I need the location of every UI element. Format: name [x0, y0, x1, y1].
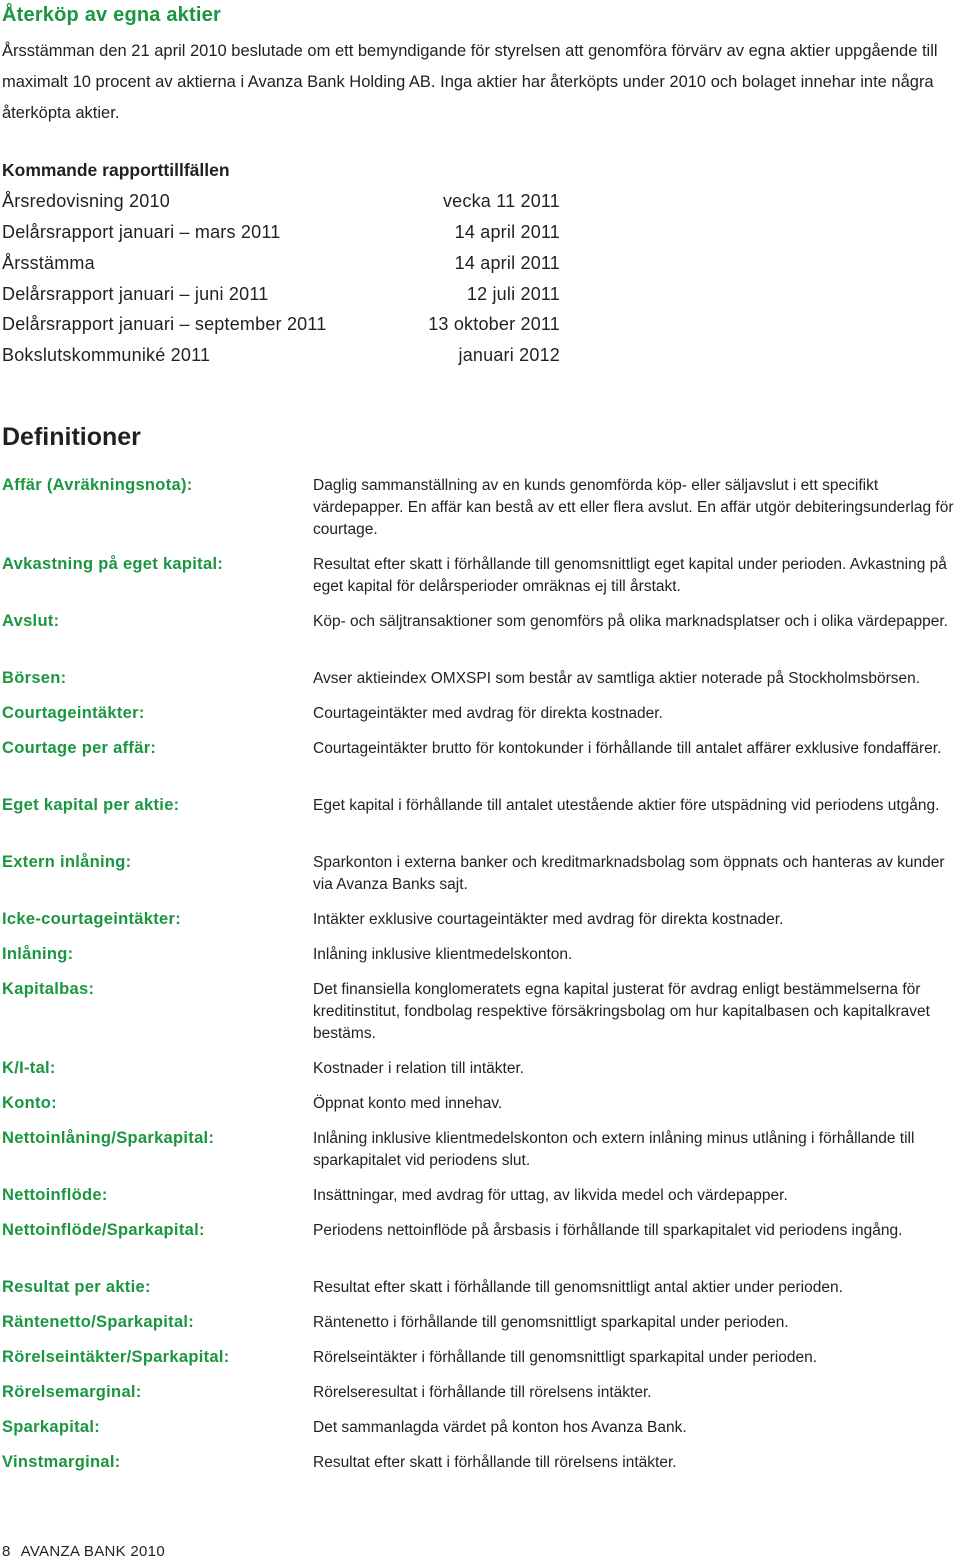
definition-text: Daglig sammanställning av en kunds genomförda köp- eller säljavslut i ett specifikt värdepapper. En affär kan bestå av ett eller flera avslut. En affär utgör debiteringsunderlag för courtage.	[313, 477, 954, 538]
report-row	[2, 345, 560, 376]
report-row	[2, 222, 560, 253]
definition-text: Courtageintäkter med avdrag för direkta kostnader.	[313, 705, 663, 722]
definition-text: Rörelseintäkter i förhållande till genomsnittligt sparkapital under perioden.	[313, 1349, 818, 1366]
definition-text: Inlåning inklusive klientmedelskonton.	[313, 946, 573, 963]
definition-text: Sparkonton i externa banker och kreditmarknadsbolag som öppnats och hanteras av kunder via Avanza Banks sajt.	[313, 854, 945, 893]
definition-text: Det finansiella konglomeratets egna kapital justerat för avdrag enligt bestämmelserna för kreditinstitut, fondbolag respektive försäkringsbolag om hur kapitalbasen och kapitalkravet bestäms.	[313, 981, 930, 1042]
report-label: Delårsrapport januari – september 2011	[2, 314, 327, 334]
definition-text: Periodens nettoinflöde på årsbasis i förhållande till sparkapitalet vid periodens ingång.	[313, 1222, 903, 1239]
report-label: Bokslutskommuniké 2011	[2, 345, 211, 365]
definition-term: Affär (Avräkningsnota):	[2, 476, 193, 494]
definition-term: Courtage per affär:	[2, 739, 157, 757]
definition-text: Resultat efter skatt i förhållande till genomsnittligt antal aktier under perioden.	[313, 1279, 843, 1296]
definition-term: Räntenetto/Sparkapital:	[2, 1313, 195, 1331]
buyback-paragraph: Årsstämman den 21 april 2010 beslutade om ett bemyndigande för styrelsen att genomföra förvärv av egna aktier uppgående till maximalt 10 procent av aktierna i Avanza Bank Holding AB. Inga aktier har återköpts under 2010 och bolaget innehar inte några återköpta aktier.	[2, 42, 938, 122]
definition-text: Öppnat konto med innehav.	[313, 1095, 503, 1112]
report-date: 14 april 2011	[454, 222, 560, 242]
definition-text: Inlåning inklusive klientmedelskonton och extern inlåning minus utlåning i förhållande till sparkapitalet vid periodens slut.	[313, 1130, 915, 1169]
report-label: Årsredovisning 2010	[2, 191, 170, 211]
reports-heading: Kommande rapporttillfällen	[2, 160, 230, 180]
definition-text: Intäkter exklusive courtageintäkter med avdrag för direkta kostnader.	[313, 911, 784, 928]
definition-term: Inlåning:	[2, 945, 74, 963]
definition-text: Räntenetto i förhållande till genomsnittligt sparkapital under perioden.	[313, 1314, 789, 1331]
definition-text: Insättningar, med avdrag för uttag, av likvida medel och värdepapper.	[313, 1187, 788, 1204]
report-date: vecka 11 2011	[442, 191, 560, 211]
definition-term: Nettoinflöde/Sparkapital:	[2, 1221, 205, 1239]
definition-term: Rörelsemarginal:	[2, 1383, 142, 1401]
report-row	[2, 191, 560, 222]
definition-text: Avser aktieindex OMXSPI som består av samtliga aktier noterade på Stockholmsbörsen.	[313, 670, 921, 687]
definition-term: K/I-tal:	[2, 1059, 56, 1077]
definition-term: Icke-courtageintäkter:	[2, 910, 181, 928]
page-number: 8	[2, 1543, 11, 1560]
report-label: Årsstämma	[2, 253, 95, 273]
definition-term: Resultat per aktie:	[2, 1278, 151, 1296]
report-date: 13 oktober 2011	[428, 314, 560, 334]
report-date: januari 2012	[458, 345, 560, 365]
definition-term: Nettoinflöde:	[2, 1186, 108, 1204]
report-row	[2, 253, 560, 284]
definition-term: Courtageintäkter:	[2, 704, 145, 722]
definition-term: Nettoinlåning/Sparkapital:	[2, 1129, 215, 1147]
publication-name: AVANZA BANK 2010	[20, 1543, 165, 1560]
definition-term: Avkastning på eget kapital:	[2, 555, 224, 573]
definition-text: Rörelseresultat i förhållande till rörelsens intäkter.	[313, 1384, 652, 1401]
definition-text: Resultat efter skatt i förhållande till genomsnittligt eget kapital under perioden. Avkastning på eget kapital för delårsperioder omräknas ej till årstakt.	[313, 556, 947, 595]
definition-text: Kostnader i relation till intäkter.	[313, 1060, 525, 1077]
report-row	[2, 284, 560, 315]
definition-text: Köp- och säljtransaktioner som genomförs på olika marknadsplatser och i olika värdepapper.	[313, 613, 948, 630]
definition-term: Eget kapital per aktie:	[2, 796, 180, 814]
definition-term: Börsen:	[2, 669, 67, 687]
definition-term: Rörelseintäkter/Sparkapital:	[2, 1348, 230, 1366]
buyback-heading: Återköp av egna aktier	[2, 4, 221, 26]
report-row	[2, 314, 560, 345]
definition-text: Resultat efter skatt i förhållande till rörelsens intäkter.	[313, 1454, 677, 1471]
definition-term: Sparkapital:	[2, 1418, 101, 1436]
report-label: Delårsrapport januari – mars 2011	[2, 222, 281, 242]
report-date: 14 april 2011	[454, 253, 560, 273]
definitions-heading: Definitioner	[2, 423, 141, 451]
definition-term: Kapitalbas:	[2, 980, 95, 998]
definition-text: Eget kapital i förhållande till antalet utestående aktier före utspädning vid periodens utgång.	[313, 797, 940, 814]
report-date: 12 juli 2011	[466, 284, 560, 304]
definition-text: Det sammanlagda värdet på konton hos Avanza Bank.	[313, 1419, 687, 1436]
definition-text: Courtageintäkter brutto för kontokunder i förhållande till antalet affärer exklusive fondaffärer.	[313, 740, 942, 757]
page-footer	[2, 1543, 175, 1560]
report-label: Delårsrapport januari – juni 2011	[2, 284, 269, 304]
definition-term: Avslut:	[2, 612, 60, 630]
definition-term: Extern inlåning:	[2, 853, 132, 871]
definition-term: Vinstmarginal:	[2, 1453, 121, 1471]
definition-term: Konto:	[2, 1094, 57, 1112]
